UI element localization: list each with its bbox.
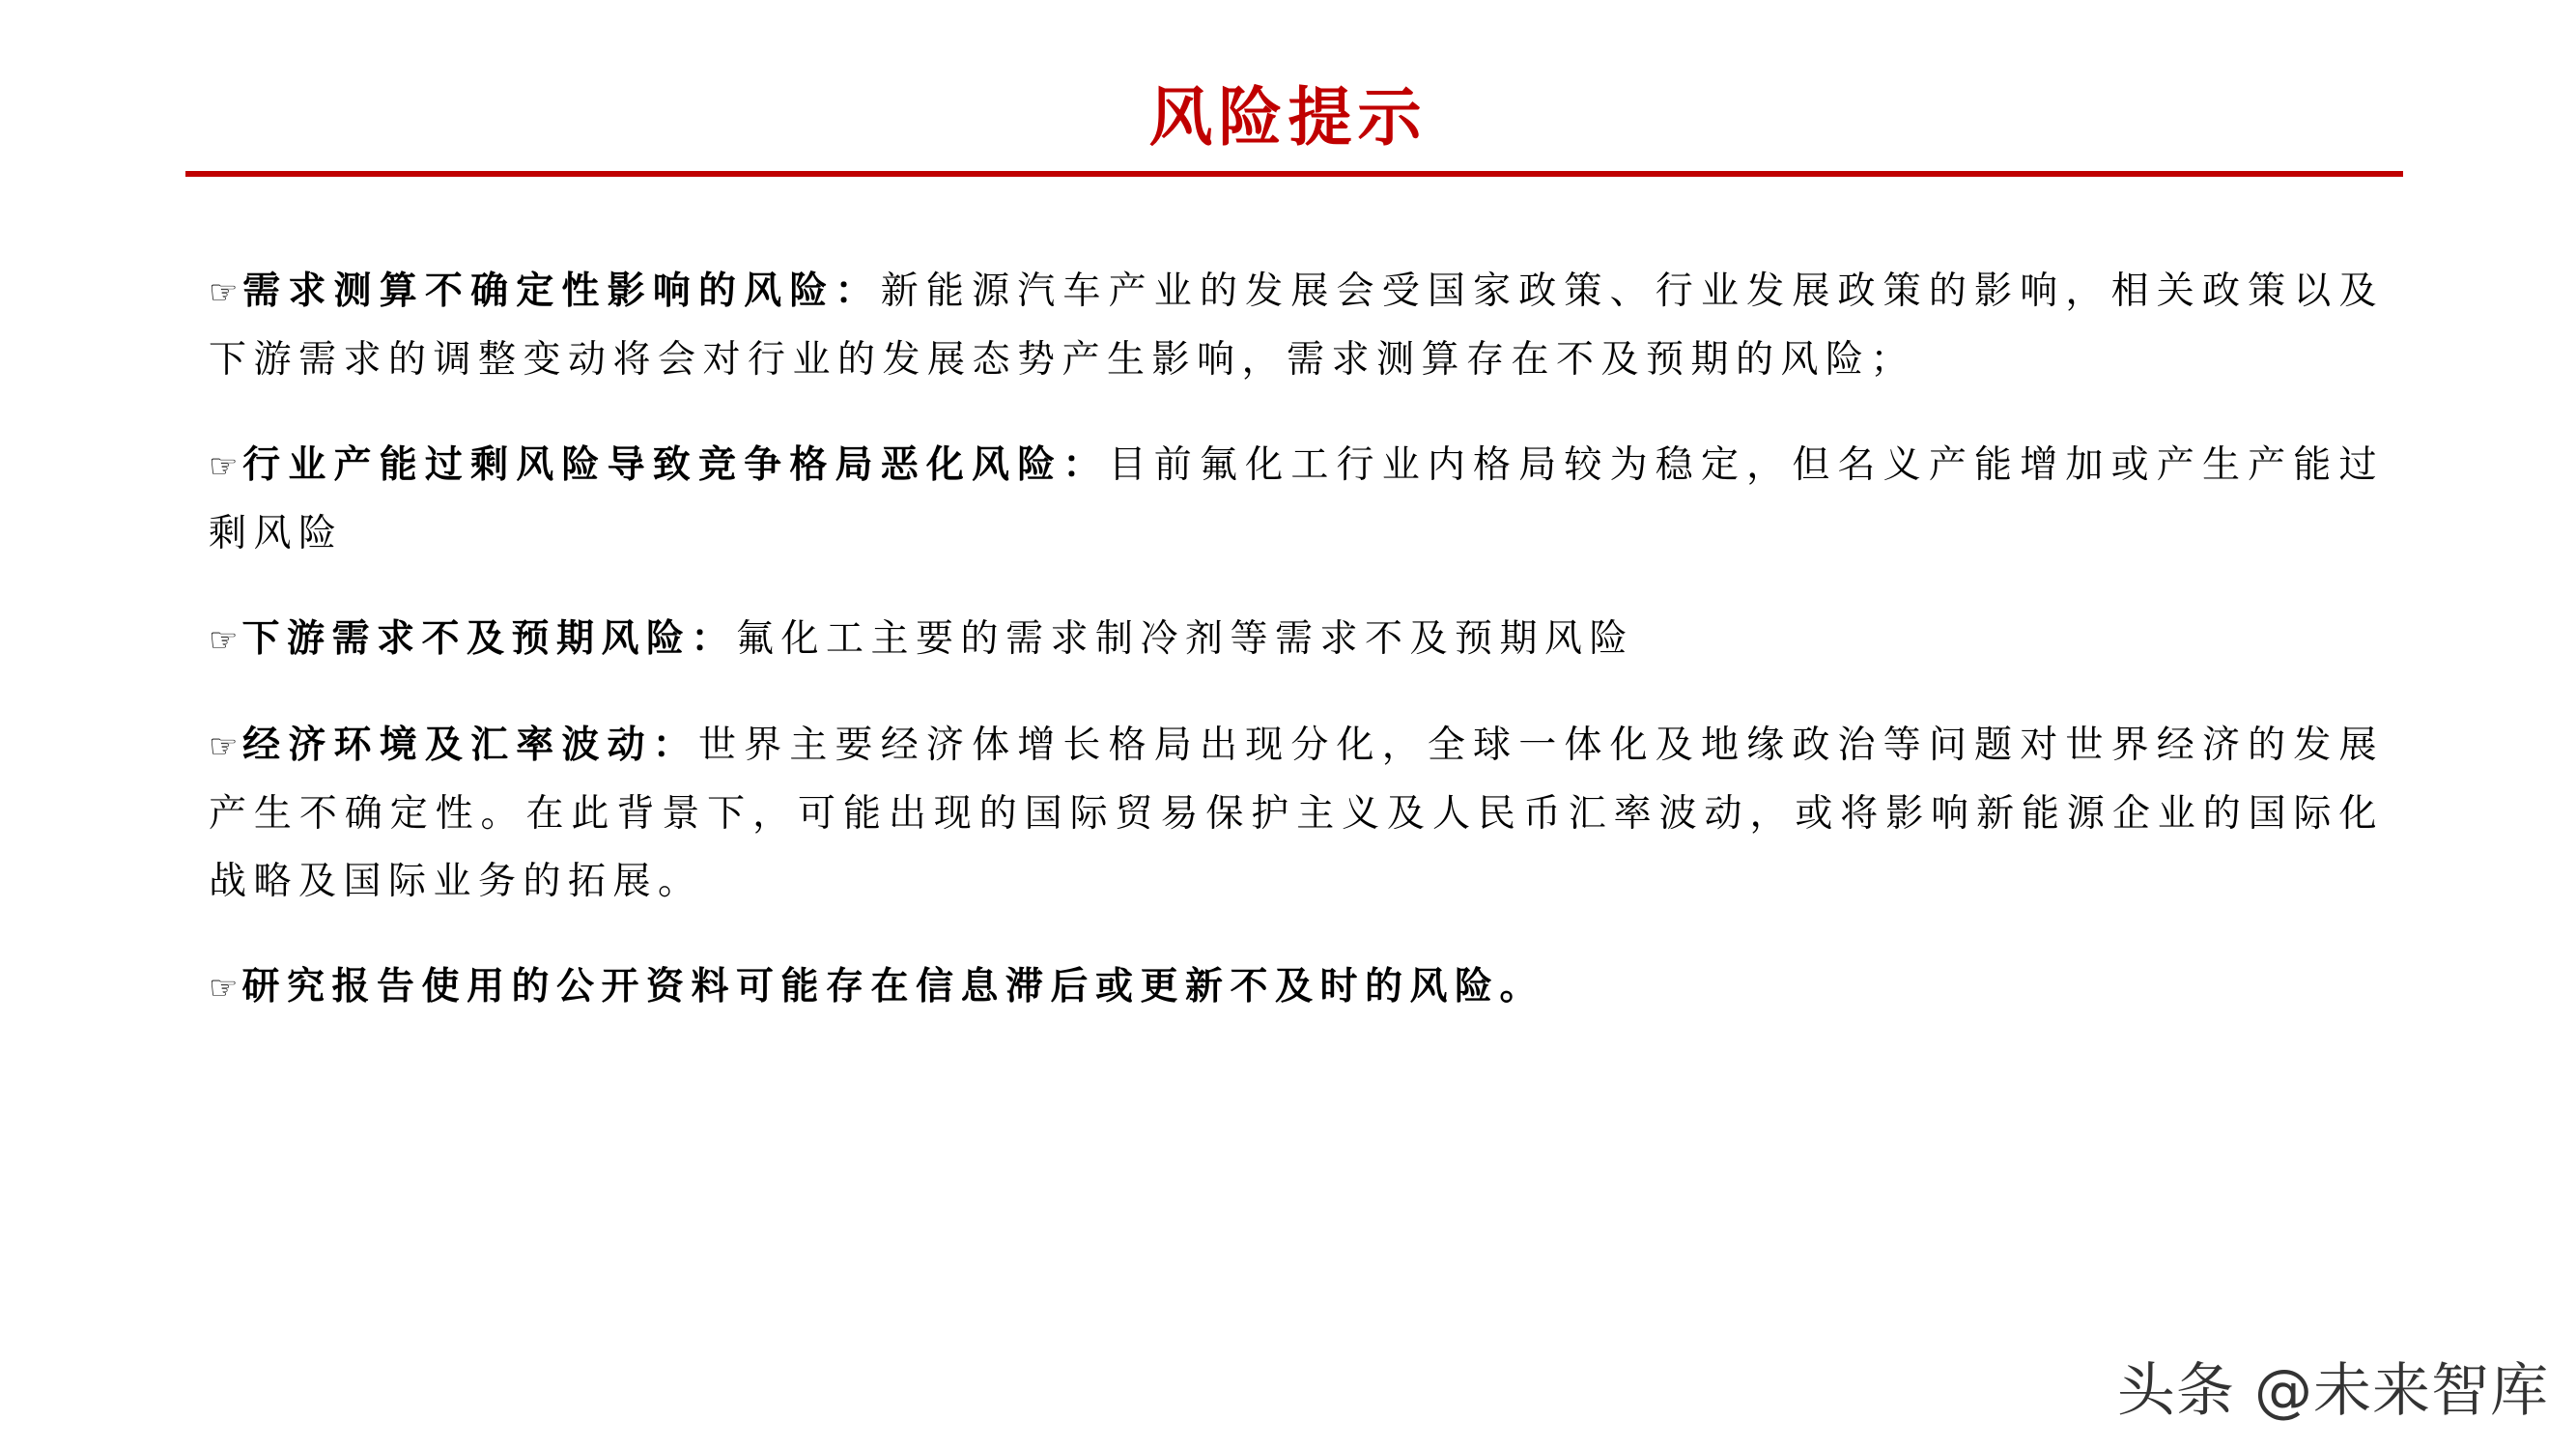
risk-text: 新能源汽车产业的发展会受国家政策、行业发展政策的影响，相关政策以及下游需求的调整变动将会对行业的发展态势产生影响，需求测算存在不及预期的风险； [209, 270, 2384, 382]
risk-heading: 需求测算不确定性影响的风险： [241, 270, 881, 313]
risk-heading: 行业产能过剩风险导致竞争格局恶化风险： [241, 443, 1109, 487]
page-title: 风险提示 [1148, 80, 1428, 155]
risk-item [209, 258, 2384, 394]
watermark: 头条 @未来智库 [2116, 1357, 2549, 1425]
pointing-hand-icon: ☞ [209, 621, 239, 660]
pointing-hand-icon: ☞ [209, 447, 239, 486]
risk-heading: 研究报告使用的公开资料可能存在信息滞后或更新不及时的风险。 [241, 965, 1544, 1009]
title-divider [185, 171, 2403, 177]
risk-list [209, 220, 2384, 1057]
pointing-hand-icon: ☞ [209, 727, 239, 766]
risk-item [209, 712, 2384, 916]
risk-item [209, 953, 2384, 1022]
risk-text: 目前氟化工行业内格局较为稳定，但名义产能增加或产生产能过剩风险 [209, 443, 2384, 555]
risk-text: 氟化工主要的需求制冷剂等需求不及预期风险 [736, 617, 1635, 661]
risk-text: 世界主要经济体增长格局出现分化，全球一体化及地缘政治等问题对世界经济的发展产生不确定性。在此背景下，可能出现的国际贸易保护主义及人民币汇率波动，或将影响新能源企业的国际化战略及国际业务的拓展。 [209, 724, 2384, 903]
risk-heading: 下游需求不及预期风险： [241, 617, 736, 661]
risk-item [209, 432, 2384, 568]
risk-item [209, 606, 2384, 674]
pointing-hand-icon: ☞ [209, 273, 239, 312]
pointing-hand-icon: ☞ [209, 969, 239, 1008]
risk-heading: 经济环境及汇率波动： [241, 724, 698, 767]
